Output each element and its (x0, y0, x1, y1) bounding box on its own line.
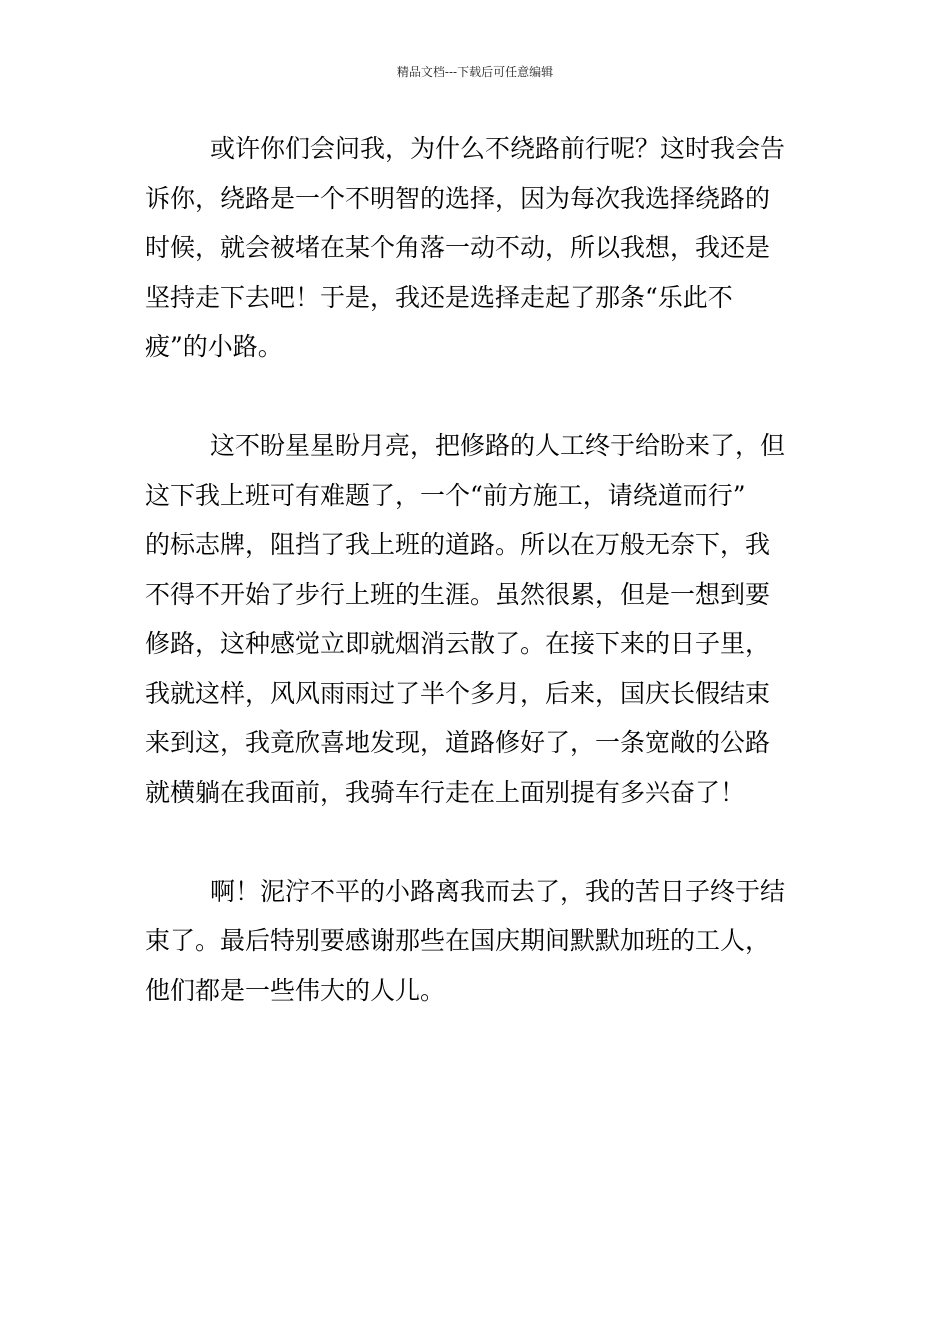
text-line: 疲”的小路。 (145, 332, 283, 361)
text-line: 修路，这种感觉立即就烟消云散了。在接下来的日子里， (145, 629, 771, 658)
document-body (145, 124, 805, 1015)
text-line: 这下我上班可有难题了，一个“前方施工，请绕道而行” (145, 480, 746, 510)
paragraph-1 (145, 124, 805, 372)
text-line: 坚持走下去吧！于是，我还是选择走起了那条“乐此不 (145, 282, 733, 312)
text-line: 他们都是一些伟大的人儿。 (145, 975, 446, 1005)
text-line: 时候，就会被堵在某个角落一动不动，所以我想，我还是 (145, 233, 771, 262)
text-line: 啊！泥泞不平的小路离我而去了，我的苦日子终于结 (210, 876, 786, 906)
text-line: 或许你们会问我，为什么不绕路前行呢？这时我会告 (210, 134, 786, 163)
text-line: 不得不开始了步行上班的生涯。虽然很累，但是一想到要 (145, 579, 771, 609)
text-line: 束了。最后特别要感谢那些在国庆期间默默加班的工人， (145, 926, 771, 955)
text-line: 就横躺在我面前，我骑车行走在上面别提有多兴奋了！ (145, 777, 746, 807)
paragraph-spacer (145, 372, 805, 422)
page-header: 精品文档---下载后可任意编辑 (396, 65, 554, 79)
text-line: 这不盼星星盼月亮，把修路的人工终于给盼来了，但 (210, 431, 786, 460)
paragraph-2 (145, 421, 805, 817)
paragraph-3 (145, 867, 805, 1016)
text-line: 的标志牌，阻挡了我上班的道路。所以在万般无奈下，我 (145, 530, 771, 559)
text-line: 我就这样，风风雨雨过了半个多月，后来，国庆长假结束 (145, 678, 771, 708)
paragraph-spacer (145, 817, 805, 867)
text-line: 来到这，我竟欣喜地发现，道路修好了，一条宽敞的公路 (145, 728, 771, 757)
text-line: 诉你，绕路是一个不明智的选择，因为每次我选择绕路的 (145, 183, 771, 213)
